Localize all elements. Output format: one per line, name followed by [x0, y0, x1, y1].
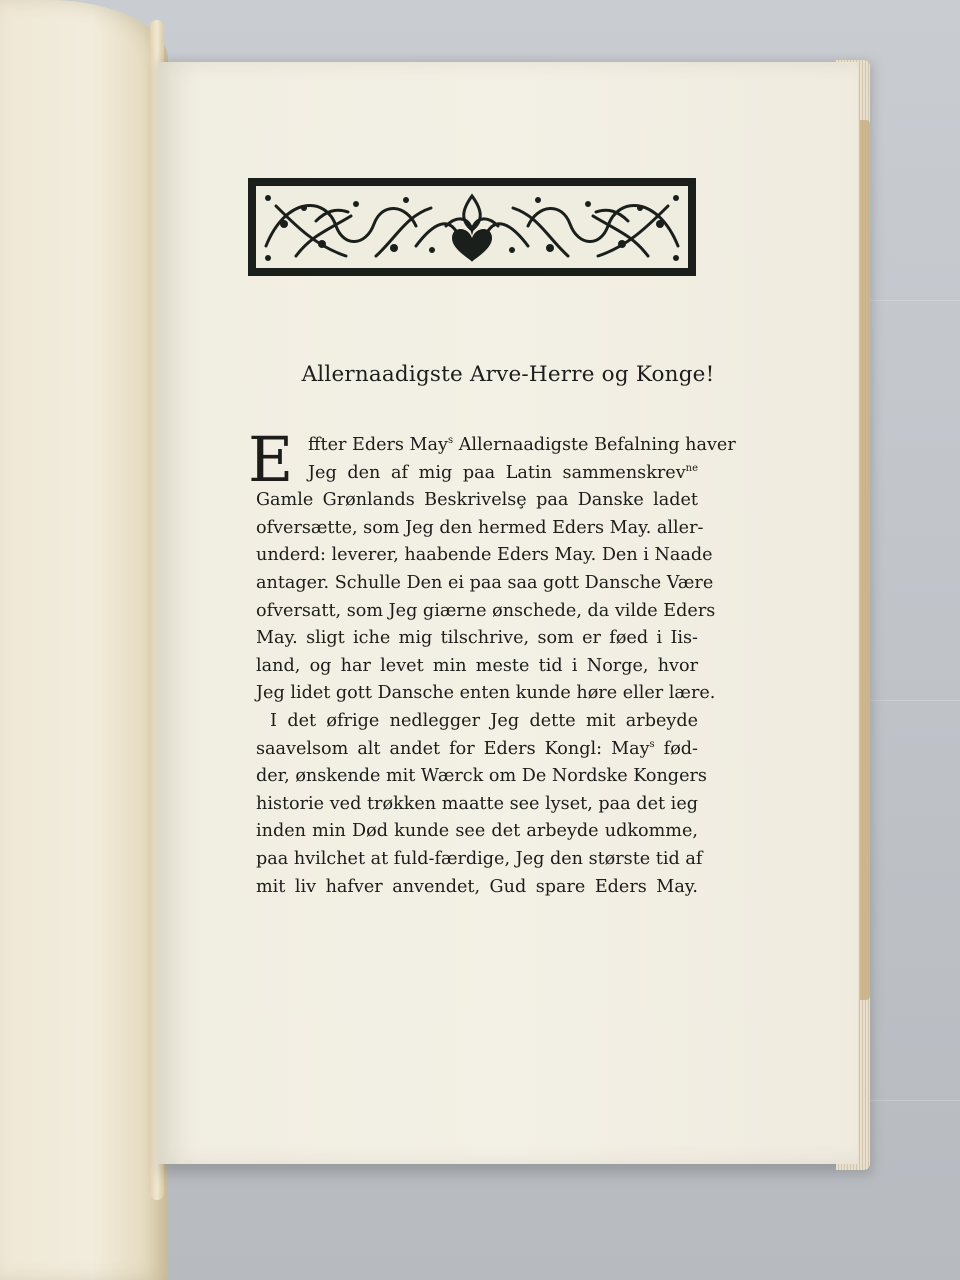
drop-cap: E — [248, 423, 294, 496]
cover-edge — [860, 120, 870, 1000]
line-text-continued: fød- — [654, 738, 698, 759]
text-line — [256, 542, 713, 570]
line-text: Jeg lidet gott Dansche enten kunde høre eller lære. — [256, 683, 716, 704]
line-text: I det øfrige nedlegger Jeg dette mit arbeyde — [270, 710, 698, 731]
line-text: paa hvilchet at fuld-færdige, Jeg den største tid af — [256, 848, 703, 869]
headpiece-ornament-graphic — [256, 186, 688, 268]
line-text: Gamle Grønlands Beskrivelsȩ paa Danske ladet — [256, 490, 698, 511]
line-text: der, ønskende mit Wærck om De Nordske Kongers — [256, 766, 707, 787]
line-text: Jeg den af mig paa Latin sammenskrev — [308, 462, 686, 483]
line-text: land, og har levet min meste tid i Norge, hvor — [256, 655, 698, 676]
text-lines — [256, 432, 736, 901]
text-line — [256, 570, 714, 598]
line-text: inden min Død kunde see det arbeyde udkomme, — [256, 821, 698, 842]
text-line — [256, 625, 698, 653]
line-text: ffter Eders May — [308, 435, 448, 455]
superscript-abbreviation: ne — [685, 462, 698, 474]
line-text: May. sligt iche mig tilschrive, som er føed i Iis- — [256, 628, 698, 649]
text-line — [256, 763, 707, 791]
dedication-body — [248, 423, 736, 901]
text-line — [256, 708, 698, 736]
line-text: ofversatt, som Jeg giærne ønschede, da vilde Eders — [256, 600, 716, 621]
text-line — [256, 515, 704, 543]
text-line — [256, 874, 698, 902]
book-page — [158, 62, 858, 1164]
facing-left-page — [0, 0, 168, 1280]
line-text-continued: Allernaadigste Befalning haver — [453, 435, 736, 455]
text-line — [256, 653, 698, 681]
text-line — [256, 818, 698, 846]
text-line — [256, 680, 716, 708]
line-text: underd: leverer, haabende Eders May. Den i Naade — [256, 545, 713, 566]
text-line — [256, 598, 716, 626]
superscript-abbreviation: s — [649, 738, 655, 750]
text-line — [256, 487, 698, 515]
text-line — [256, 460, 698, 488]
dedication-heading: Allernaadigste Arve-Herre og Konge! — [301, 362, 715, 387]
text-line — [256, 736, 698, 764]
line-text: saavelsom alt andet for Eders Kongl: May — [256, 738, 650, 759]
line-text: ofversætte, som Jeg den hermed Eders May. aller- — [256, 517, 704, 538]
floral-woodcut-headpiece-icon — [248, 178, 696, 276]
superscript-abbreviation: s — [447, 435, 454, 446]
text-line — [256, 791, 698, 819]
line-text: mit liv hafver anvendet, Gud spare Eders May. — [256, 876, 698, 897]
text-line — [256, 846, 703, 874]
text-line — [256, 432, 736, 460]
line-text: historie ved trøkken maatte see lyset, paa det ieg — [256, 793, 698, 814]
line-text: antager. Schulle Den ei paa saa gott Dansche Være — [256, 572, 714, 593]
